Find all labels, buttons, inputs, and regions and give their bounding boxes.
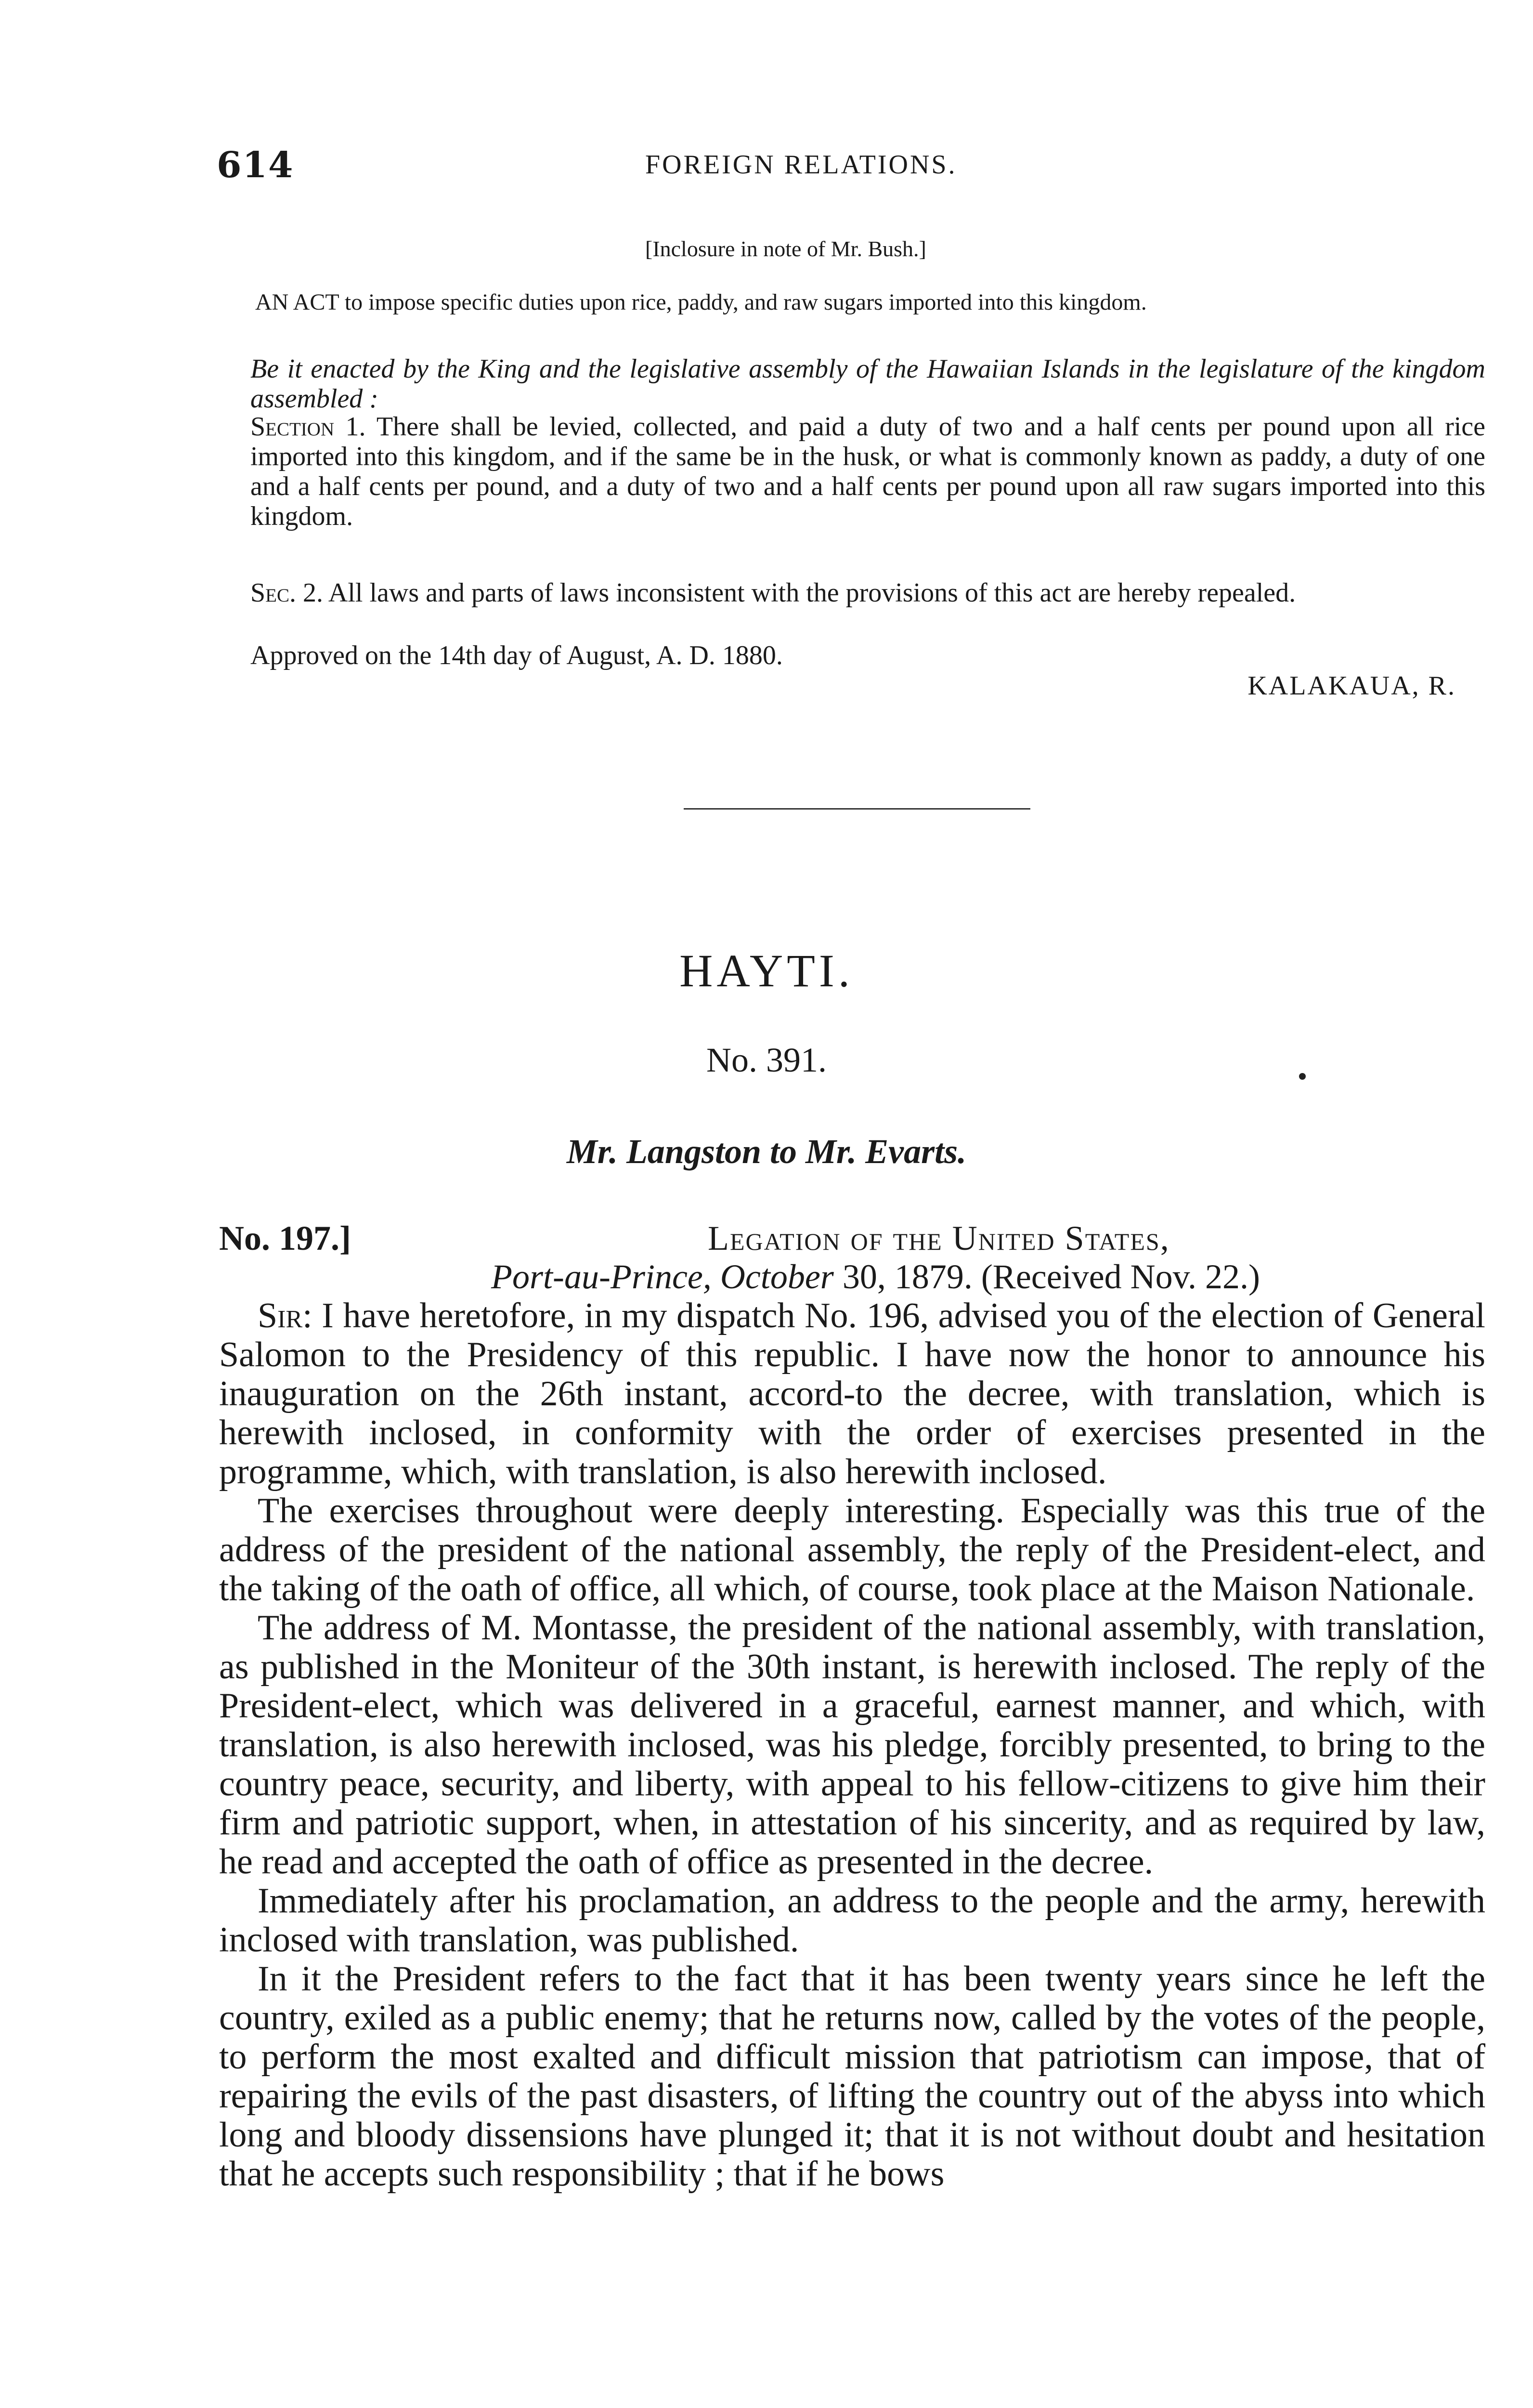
approval-text: Approved on the 14th day of August, A. D. 1880. — [250, 641, 783, 670]
stray-mark — [1299, 1073, 1306, 1080]
section-2 — [219, 578, 1485, 608]
paragraph-2: The exercises throughout were deeply interesting. Especially was this true of the address of the president of the national assembly, the reply of the President-elect, and the taking of the oath of office, all which, of course, took place at the Maison Nationale. — [219, 1491, 1485, 1609]
dispatch-number: No. 197.] — [219, 1219, 351, 1257]
legation-heading: Legation of the United States, — [708, 1219, 1170, 1257]
section-2-text: All laws and parts of laws inconsistent with the provisions of this act are hereby repealed. — [328, 578, 1296, 608]
paragraph-4: Immediately after his proclamation, an address to the people and the army, herewith inclosed with translation, was published. — [219, 1881, 1485, 1960]
section-divider — [684, 808, 1030, 810]
enacting-clause — [219, 354, 1485, 414]
salutation: Sir: — [258, 1296, 312, 1335]
paragraph-1-text: I have heretofore, in my dispatch No. 196, advised you of the election of General Salomon to the Presidency of this republic. I have now the honor to announce his inauguration on the 26th instant, accord-to the decree, with translation, which is herewith inclosed, in conformity with the order of exercises presented in the programme, which, with translation, is also herewith inclosed. — [219, 1296, 1485, 1492]
section-1-label: Section 1. — [250, 412, 366, 442]
act-title: AN ACT to impose specific duties upon rice, paddy, and raw sugars imported into this kingdom. — [255, 289, 1147, 315]
letter-body — [219, 1296, 1485, 2194]
running-title: FOREIGN RELATIONS. — [645, 150, 957, 180]
place-and-date — [491, 1257, 1260, 1297]
document-number: No. 391. — [706, 1041, 827, 1079]
place-name: Port-au-Prince, — [491, 1257, 712, 1296]
paragraph-5: In it the President refers to the fact that it has been twenty years since he left the country, exiled as a public enemy; that he returns now, called by the votes of the people, to perform the most exalted and difficult mission that patriotism can impose, that of repairing the evils of the past disasters, of lifting the country out of the abyss into which long and bloody dissensions have plunged it; that it is not without doubt and hesitation that he accepts such responsibility ; that if he bows — [219, 1959, 1485, 2194]
page-number: 614 — [217, 144, 294, 186]
date-and-received: 30, 1879. (Received Nov. 22.) — [842, 1257, 1260, 1296]
section-1 — [219, 412, 1485, 531]
approval-line — [219, 641, 1485, 670]
date-month: October — [720, 1257, 834, 1296]
section-2-label: Sec. 2. — [250, 578, 323, 608]
paragraph-1 — [219, 1296, 1485, 1492]
paragraph-3: The address of M. Montasse, the president of the national assembly, with translation, as published in the Moniteur of the 30th instant, is herewith inclosed. The reply of the President-elect, which was delivered in a graceful, earnest manner, and which, with translation, is also herewith inclosed, was his pledge, forcibly presented, to bring to the country peace, security, and liberty, with appeal to his fellow-citizens to give him their firm and patriotic support, when, in attestation of his sincerity, and as required by law, he read and accepted the oath of office as presented in the decree. — [219, 1608, 1485, 1882]
country-heading: HAYTI. — [679, 945, 854, 996]
section-1-text: There shall be levied, collected, and paid a duty of two and a half cents per pound upon all rice imported into this kingdom, and if the same be in the husk, or what is commonly known as paddy, a duty of one and a half cents per pound, and a duty of two and a half cents per pound upon all raw sugars imported into this kingdom. — [250, 412, 1485, 531]
enclosure-note: [Inclosure in note of Mr. Bush.] — [645, 236, 926, 261]
signature: KALAKAUA, R. — [1247, 671, 1456, 701]
enacting-clause-text: Be it enacted by the King and the legislative assembly of the Hawaiian Islands in the legislature of the kingdom assembled : — [250, 354, 1485, 414]
document-title: Mr. Langston to Mr. Evarts. — [566, 1132, 967, 1171]
